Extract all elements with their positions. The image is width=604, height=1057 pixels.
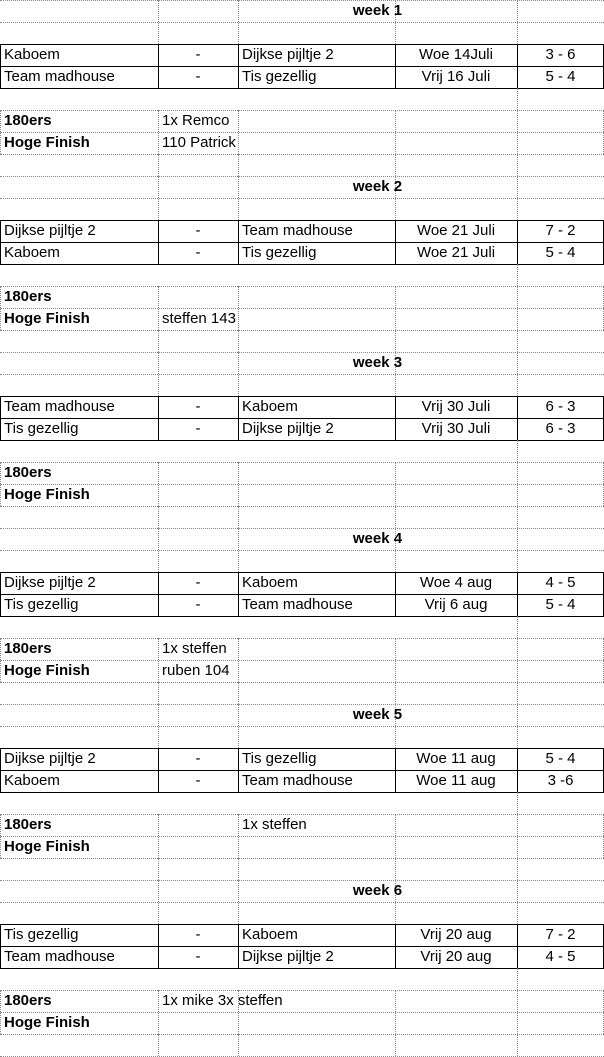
gridline [517, 616, 518, 638]
gridline [517, 814, 518, 858]
gridline [158, 220, 159, 264]
stat-value: 1x Remco [162, 112, 230, 129]
stat-label: Hoge Finish [4, 838, 90, 855]
gridline [517, 330, 518, 352]
gridline [238, 44, 239, 88]
gridline [517, 220, 518, 264]
gridline [395, 814, 396, 858]
gridline [395, 1034, 396, 1056]
gridline [517, 110, 518, 154]
match-date: Vrij 30 Juli [421, 420, 491, 437]
stats-row [0, 814, 604, 836]
match-score: 6 - 3 [545, 398, 576, 415]
match-date: Vrij 30 Juli [421, 398, 491, 415]
match-score: 7 - 2 [545, 222, 576, 239]
stat-label: 180ers [4, 992, 52, 1009]
gridline [158, 1034, 159, 1056]
gridline [517, 264, 518, 286]
gridline [0, 88, 604, 89]
stat-value: 110 Patrick [162, 134, 236, 151]
match-date: Vrij 16 Juli [421, 68, 491, 85]
gridline [0, 858, 604, 859]
gridline [517, 88, 518, 110]
gridline [517, 792, 518, 814]
stat-label: Hoge Finish [4, 1014, 90, 1031]
stat-label: Hoge Finish [4, 310, 90, 327]
gridline [238, 396, 239, 440]
gridline [395, 154, 396, 176]
match-separator: - [195, 926, 201, 943]
gridline [517, 462, 518, 506]
match-row [0, 924, 604, 946]
gridline [238, 506, 239, 528]
gridline [517, 506, 518, 528]
gridline [238, 154, 239, 176]
gridline [0, 506, 604, 507]
match-separator: - [195, 420, 201, 437]
match-row [0, 396, 604, 418]
week-header [0, 0, 604, 22]
stat-label: 180ers [4, 288, 52, 305]
away-team: Team madhouse [242, 222, 353, 239]
gridline [158, 330, 159, 352]
gridline [238, 858, 239, 880]
match-row [0, 44, 604, 66]
gridline [0, 770, 604, 771]
away-team: Dijkse pijltje 2 [242, 420, 334, 437]
gridline [395, 286, 396, 330]
gridline [517, 44, 518, 88]
gridline [0, 66, 604, 67]
gridline [0, 990, 1, 1034]
match-row [0, 220, 604, 242]
gridline [517, 396, 518, 440]
stat-value: ruben 104 [162, 662, 230, 679]
stat-value: 1x steffen [242, 816, 307, 833]
home-team: Dijkse pijltje 2 [4, 574, 96, 591]
gridline [238, 462, 239, 506]
gridline [238, 682, 239, 704]
home-team: Kaboem [4, 46, 60, 63]
gridline [395, 748, 396, 792]
stats-row [0, 990, 604, 1012]
gridline [158, 682, 159, 704]
week-header [0, 176, 604, 198]
gridline [0, 814, 1, 858]
gridline [0, 440, 604, 441]
away-team: Dijkse pijltje 2 [242, 46, 334, 63]
gridline [158, 506, 159, 528]
match-row [0, 770, 604, 792]
away-team: Tis gezellig [242, 68, 317, 85]
gridline [0, 462, 1, 506]
week-title: week 5 [352, 706, 403, 723]
gridline [158, 814, 159, 858]
match-separator: - [195, 750, 201, 767]
home-team: Kaboem [4, 772, 60, 789]
gridline [0, 902, 604, 903]
away-team: Kaboem [242, 398, 298, 415]
week-header [0, 880, 604, 902]
match-separator: - [195, 574, 201, 591]
match-separator: - [195, 772, 201, 789]
away-team: Tis gezellig [242, 750, 317, 767]
match-separator: - [195, 596, 201, 613]
gridline [395, 638, 396, 682]
gridline [158, 748, 159, 792]
match-separator: - [195, 222, 201, 239]
gridline [517, 440, 518, 462]
match-separator: - [195, 948, 201, 965]
gridline [0, 220, 604, 221]
gridline [517, 638, 518, 682]
gridline [0, 220, 1, 264]
gridline [238, 330, 239, 352]
gridline [238, 638, 239, 682]
gridline [238, 748, 239, 792]
match-separator: - [195, 244, 201, 261]
home-team: Dijkse pijltje 2 [4, 222, 96, 239]
gridline [0, 968, 604, 969]
week-header [0, 352, 604, 374]
match-row [0, 748, 604, 770]
week-header [0, 528, 604, 550]
gridline [158, 396, 159, 440]
gridline [0, 726, 604, 727]
gridline [0, 572, 1, 616]
gridline [158, 110, 159, 154]
stats-row [0, 660, 604, 682]
week-header [0, 704, 604, 726]
stats-row [0, 836, 604, 858]
gridline [158, 924, 159, 968]
home-team: Tis gezellig [4, 926, 79, 943]
stat-label: 180ers [4, 112, 52, 129]
match-separator: - [195, 398, 201, 415]
match-row [0, 66, 604, 88]
gridline [517, 968, 518, 990]
gridline [0, 264, 604, 265]
gridline [517, 682, 518, 704]
gridline [238, 924, 239, 968]
gridline [158, 154, 159, 176]
match-separator: - [195, 46, 201, 63]
match-date: Vrij 6 aug [424, 596, 488, 613]
gridline [0, 616, 604, 617]
gridline [395, 330, 396, 352]
gridline [0, 418, 604, 419]
gridline [0, 374, 604, 375]
home-team: Tis gezellig [4, 420, 79, 437]
gridline [0, 330, 604, 331]
stats-row [0, 462, 604, 484]
gridline [158, 638, 159, 682]
gridline [238, 220, 239, 264]
match-score: 5 - 4 [545, 750, 576, 767]
match-row [0, 594, 604, 616]
match-score: 7 - 2 [545, 926, 576, 943]
gridline [238, 286, 239, 330]
gridline [517, 1034, 518, 1056]
away-team: Team madhouse [242, 596, 353, 613]
match-row [0, 242, 604, 264]
stats-row [0, 484, 604, 506]
gridline [0, 110, 1, 154]
home-team: Tis gezellig [4, 596, 79, 613]
gridline [395, 506, 396, 528]
gridline [395, 858, 396, 880]
gridline [0, 572, 604, 573]
stat-value: 1x steffen [162, 640, 227, 657]
away-team: Tis gezellig [242, 244, 317, 261]
home-team: Dijkse pijltje 2 [4, 750, 96, 767]
stats-row [0, 110, 604, 132]
gridline [238, 1034, 239, 1056]
stats-row [0, 308, 604, 330]
gridline [517, 286, 518, 330]
stats-row [0, 638, 604, 660]
gridline [395, 396, 396, 440]
match-score: 5 - 4 [545, 596, 576, 613]
match-date: Woe 11 aug [416, 750, 496, 767]
gridline [0, 396, 1, 440]
gridline [0, 396, 604, 397]
stat-label: Hoge Finish [4, 134, 90, 151]
match-separator: - [195, 68, 201, 85]
match-date: Woe 4 aug [419, 574, 493, 591]
match-date: Vrij 20 aug [420, 926, 492, 943]
gridline [0, 22, 604, 23]
gridline [517, 154, 518, 176]
gridline [238, 572, 239, 616]
home-team: Team madhouse [4, 948, 115, 965]
match-date: Woe 11 aug [416, 772, 496, 789]
match-score: 5 - 4 [545, 68, 576, 85]
gridline [0, 748, 1, 792]
home-team: Kaboem [4, 244, 60, 261]
gridline [517, 924, 518, 968]
gridline [158, 990, 159, 1034]
match-score: 3 -6 [547, 772, 574, 789]
stats-row [0, 132, 604, 154]
gridline [395, 220, 396, 264]
match-date: Vrij 20 aug [420, 948, 492, 965]
home-team: Team madhouse [4, 68, 115, 85]
away-team: Kaboem [242, 926, 298, 943]
gridline [0, 594, 604, 595]
gridline [517, 858, 518, 880]
match-score: 4 - 5 [545, 574, 576, 591]
match-date: Woe 21 Juli [416, 244, 496, 261]
stat-label: Hoge Finish [4, 486, 90, 503]
stat-label: Hoge Finish [4, 662, 90, 679]
stat-value: 1x mike 3x steffen [162, 992, 283, 1009]
gridline [0, 924, 604, 925]
match-row [0, 418, 604, 440]
match-score: 6 - 3 [545, 420, 576, 437]
gridline [158, 858, 159, 880]
gridline [158, 462, 159, 506]
week-title: week 3 [352, 354, 403, 371]
match-row [0, 946, 604, 968]
gridline [0, 792, 604, 793]
week-title: week 6 [352, 882, 403, 899]
gridline [0, 44, 604, 45]
gridline [517, 572, 518, 616]
gridline [0, 946, 604, 947]
gridline [0, 198, 604, 199]
gridline [395, 990, 396, 1034]
match-date: Woe 21 Juli [416, 222, 496, 239]
gridline [0, 154, 604, 155]
gridline [238, 814, 239, 858]
away-team: Dijkse pijltje 2 [242, 948, 334, 965]
gridline [395, 110, 396, 154]
gridline [158, 572, 159, 616]
gridline [0, 682, 604, 683]
stat-label: 180ers [4, 464, 52, 481]
away-team: Kaboem [242, 574, 298, 591]
home-team: Team madhouse [4, 398, 115, 415]
stat-label: 180ers [4, 640, 52, 657]
gridline [0, 638, 1, 682]
gridline [0, 748, 604, 749]
away-team: Team madhouse [242, 772, 353, 789]
stats-row [0, 1012, 604, 1034]
gridline [238, 990, 239, 1034]
gridline [0, 44, 1, 88]
gridline [0, 286, 1, 330]
gridline [517, 748, 518, 792]
match-date: Woe 14Juli [419, 46, 493, 63]
gridline [395, 924, 396, 968]
week-title: week 4 [352, 530, 403, 547]
gridline [395, 462, 396, 506]
gridline [0, 550, 604, 551]
week-title: week 1 [352, 2, 403, 19]
match-score: 4 - 5 [545, 948, 576, 965]
stats-row [0, 286, 604, 308]
match-row [0, 572, 604, 594]
gridline [238, 110, 239, 154]
gridline [395, 682, 396, 704]
match-score: 3 - 6 [545, 46, 576, 63]
match-score: 5 - 4 [545, 244, 576, 261]
stat-label: 180ers [4, 816, 52, 833]
gridline [395, 44, 396, 88]
week-title: week 2 [352, 178, 403, 195]
gridline [158, 286, 159, 330]
gridline [0, 924, 1, 968]
gridline [0, 242, 604, 243]
gridline [517, 990, 518, 1034]
gridline [395, 572, 396, 616]
stat-value: steffen 143 [162, 310, 236, 327]
gridline [158, 44, 159, 88]
